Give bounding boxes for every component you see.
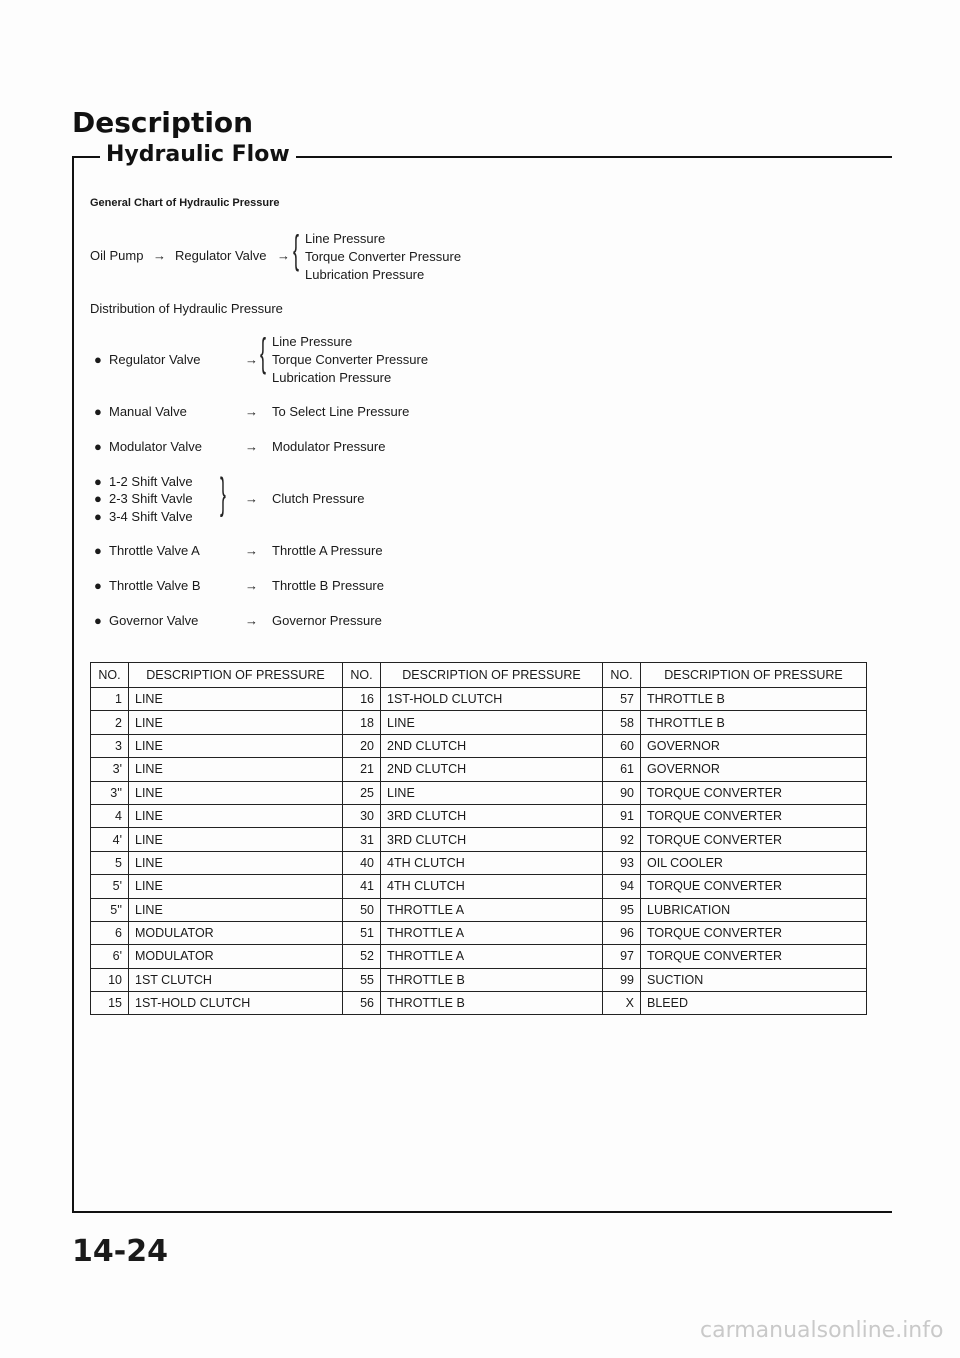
pressure-number-cell: 2 <box>91 711 129 734</box>
pressure-description-cell: 1ST CLUTCH <box>129 968 343 991</box>
pressure-number-cell: 3 <box>91 734 129 757</box>
table-header-row <box>91 663 867 688</box>
pressure-description-cell: THROTTLE B <box>641 711 867 734</box>
pressure-description-cell: TORQUE CONVERTER <box>641 828 867 851</box>
arrow-icon: → <box>245 439 258 454</box>
pressure-number-cell: 52 <box>343 945 381 968</box>
pressure-description-cell: 2ND CLUTCH <box>381 734 603 757</box>
pressure-description-cell: THROTTLE B <box>381 992 603 1015</box>
table-row <box>91 734 867 757</box>
throttle-valve-b-item: Throttle Valve B <box>109 578 201 593</box>
pressure-number-cell: 5'' <box>91 898 129 921</box>
arrow-icon: → <box>245 352 258 367</box>
pressure-number-cell: 58 <box>603 711 641 734</box>
pressure-description-cell: LINE <box>381 711 603 734</box>
pressure-description-cell: 3RD CLUTCH <box>381 804 603 827</box>
pressure-number-cell: 16 <box>343 688 381 711</box>
col-header-no: NO. <box>91 663 129 688</box>
manual-valve-item: Manual Valve <box>109 404 187 419</box>
pressure-number-cell: 1 <box>91 688 129 711</box>
pressure-number-cell: 99 <box>603 968 641 991</box>
pressure-number-cell: 60 <box>603 734 641 757</box>
arrow-icon: → <box>245 491 258 506</box>
pressure-description-cell: LINE <box>129 828 343 851</box>
pressure-number-cell: 50 <box>343 898 381 921</box>
throttle-valve-a-item: Throttle Valve A <box>109 543 200 558</box>
regulator-output-lubrication: Lubrication Pressure <box>272 370 392 385</box>
pressure-number-cell: 41 <box>343 875 381 898</box>
pressure-number-cell: 91 <box>603 804 641 827</box>
pressure-description-cell: LINE <box>129 851 343 874</box>
general-chart-title: General Chart of Hydraulic Pressure <box>90 197 280 209</box>
pressure-description-cell: MODULATOR <box>129 921 343 944</box>
pressure-number-cell: X <box>603 992 641 1015</box>
arrow-icon: → <box>245 578 258 593</box>
regulator-valve-item: Regulator Valve <box>109 352 201 367</box>
pressure-number-cell: 5' <box>91 875 129 898</box>
pressure-number-cell: 20 <box>343 734 381 757</box>
shift-valve-1-2: 1-2 Shift Valve <box>109 474 193 489</box>
section-frame-tick <box>72 156 90 158</box>
page-heading: Description <box>72 106 254 139</box>
pressure-number-cell: 97 <box>603 945 641 968</box>
pressure-number-cell: 95 <box>603 898 641 921</box>
pressure-description-cell: SUCTION <box>641 968 867 991</box>
bullet-icon: ● <box>94 439 102 454</box>
throttle-a-result: Throttle A Pressure <box>272 543 383 558</box>
pressure-description-cell: TORQUE CONVERTER <box>641 781 867 804</box>
pressure-description-cell: TORQUE CONVERTER <box>641 945 867 968</box>
pressure-description-cell: MODULATOR <box>129 945 343 968</box>
pressure-description-cell: LINE <box>381 781 603 804</box>
pressure-description-cell: 3RD CLUTCH <box>381 828 603 851</box>
table-row <box>91 758 867 781</box>
arrow-icon: → <box>245 613 258 628</box>
table-row <box>91 921 867 944</box>
output-lubrication-pressure: Lubrication Pressure <box>305 267 425 282</box>
watermark: carmanualsonline.info <box>700 1318 944 1343</box>
distribution-title: Distribution of Hydraulic Pressure <box>90 301 283 316</box>
output-line-pressure: Line Pressure <box>305 231 386 246</box>
pressure-description-cell: LINE <box>129 734 343 757</box>
bullet-icon: ● <box>94 474 102 489</box>
table-row <box>91 992 867 1015</box>
pressure-number-cell: 90 <box>603 781 641 804</box>
pressure-number-cell: 6' <box>91 945 129 968</box>
bullet-icon: ● <box>94 613 102 628</box>
pressure-number-cell: 15 <box>91 992 129 1015</box>
pressure-description-cell: 1ST-HOLD CLUTCH <box>129 992 343 1015</box>
pressure-number-cell: 10 <box>91 968 129 991</box>
right-brace-icon: } <box>220 469 226 518</box>
pressure-number-cell: 18 <box>343 711 381 734</box>
pressure-number-cell: 57 <box>603 688 641 711</box>
col-header-no: NO. <box>603 663 641 688</box>
arrow-icon: → <box>245 404 258 419</box>
pressure-number-cell: 21 <box>343 758 381 781</box>
pressure-number-cell: 3'' <box>91 781 129 804</box>
pressure-description-cell: THROTTLE A <box>381 945 603 968</box>
pressure-number-cell: 92 <box>603 828 641 851</box>
section-frame-bottom-rule <box>72 1211 892 1213</box>
arrow-icon: → <box>153 248 166 263</box>
bullet-icon: ● <box>94 352 102 367</box>
pressure-description-cell: LINE <box>129 898 343 921</box>
pressure-description-cell: LINE <box>129 781 343 804</box>
table-row <box>91 781 867 804</box>
pressure-description-cell: TORQUE CONVERTER <box>641 921 867 944</box>
pressure-description-cell: THROTTLE A <box>381 898 603 921</box>
pressure-description-cell: LINE <box>129 688 343 711</box>
pressure-number-cell: 40 <box>343 851 381 874</box>
pressure-number-cell: 4 <box>91 804 129 827</box>
pressure-number-cell: 30 <box>343 804 381 827</box>
pressure-description-cell: LINE <box>129 875 343 898</box>
table-row <box>91 945 867 968</box>
pressure-number-cell: 51 <box>343 921 381 944</box>
governor-valve-item: Governor Valve <box>109 613 199 628</box>
pressure-description-cell: 4TH CLUTCH <box>381 875 603 898</box>
pressure-number-cell: 31 <box>343 828 381 851</box>
table-body <box>91 688 867 1015</box>
pressure-description-cell: TORQUE CONVERTER <box>641 875 867 898</box>
pressure-number-cell: 25 <box>343 781 381 804</box>
bullet-icon: ● <box>94 491 102 506</box>
pressure-description-cell: THROTTLE A <box>381 921 603 944</box>
modulator-valve-result: Modulator Pressure <box>272 439 386 454</box>
pressure-description-cell: 2ND CLUTCH <box>381 758 603 781</box>
bullet-icon: ● <box>94 509 102 524</box>
pressure-description-cell: LINE <box>129 804 343 827</box>
pressure-description-cell: OIL COOLER <box>641 851 867 874</box>
left-brace-icon: { <box>260 331 267 375</box>
pressure-description-cell: LUBRICATION <box>641 898 867 921</box>
table-row <box>91 828 867 851</box>
pressure-description-cell: LINE <box>129 758 343 781</box>
pressure-number-cell: 94 <box>603 875 641 898</box>
arrow-icon: → <box>277 248 290 263</box>
table-row <box>91 688 867 711</box>
bullet-icon: ● <box>94 404 102 419</box>
pressure-number-cell: 61 <box>603 758 641 781</box>
pressure-description-cell: GOVERNOR <box>641 758 867 781</box>
bullet-icon: ● <box>94 543 102 558</box>
col-header-description: DESCRIPTION OF PRESSURE <box>129 663 343 688</box>
table-row <box>91 898 867 921</box>
table-row <box>91 968 867 991</box>
pressure-number-cell: 6 <box>91 921 129 944</box>
col-header-description: DESCRIPTION OF PRESSURE <box>381 663 603 688</box>
table-row <box>91 875 867 898</box>
pressure-description-cell: LINE <box>129 711 343 734</box>
col-header-no: NO. <box>343 663 381 688</box>
pressure-number-cell: 56 <box>343 992 381 1015</box>
table-row <box>91 851 867 874</box>
pressure-description-cell: GOVERNOR <box>641 734 867 757</box>
pressure-description-cell: TORQUE CONVERTER <box>641 804 867 827</box>
pressure-number-cell: 4' <box>91 828 129 851</box>
throttle-b-result: Throttle B Pressure <box>272 578 384 593</box>
table-row <box>91 804 867 827</box>
shift-valve-2-3: 2-3 Shift Vavle <box>109 491 193 506</box>
pressure-number-cell: 93 <box>603 851 641 874</box>
pressure-description-cell: 4TH CLUTCH <box>381 851 603 874</box>
oil-pump-label: Oil Pump <box>90 248 144 263</box>
pressure-description-cell: 1ST-HOLD CLUTCH <box>381 688 603 711</box>
shift-valve-result: Clutch Pressure <box>272 491 365 506</box>
shift-valve-3-4: 3-4 Shift Valve <box>109 509 193 524</box>
pressure-description-table <box>90 662 867 1015</box>
pressure-description-cell: BLEED <box>641 992 867 1015</box>
regulator-output-torque: Torque Converter Pressure <box>272 352 429 367</box>
col-header-description: DESCRIPTION OF PRESSURE <box>641 663 867 688</box>
pressure-number-cell: 3' <box>91 758 129 781</box>
bullet-icon: ● <box>94 578 102 593</box>
pressure-number-cell: 96 <box>603 921 641 944</box>
left-brace-icon: { <box>293 228 300 272</box>
pressure-description-cell: THROTTLE B <box>381 968 603 991</box>
table-row <box>91 711 867 734</box>
manual-valve-result: To Select Line Pressure <box>272 404 410 419</box>
output-torque-converter-pressure: Torque Converter Pressure <box>305 249 462 264</box>
governor-result: Governor Pressure <box>272 613 382 628</box>
regulator-valve-label: Regulator Valve <box>175 248 267 263</box>
section-frame-left-rule <box>72 156 74 1212</box>
modulator-valve-item: Modulator Valve <box>109 439 202 454</box>
section-title: Hydraulic Flow <box>100 142 296 167</box>
arrow-icon: → <box>245 543 258 558</box>
pressure-description-cell: THROTTLE B <box>641 688 867 711</box>
regulator-output-line: Line Pressure <box>272 334 353 349</box>
page-number: 14-24 <box>72 1234 168 1269</box>
pressure-number-cell: 55 <box>343 968 381 991</box>
pressure-number-cell: 5 <box>91 851 129 874</box>
